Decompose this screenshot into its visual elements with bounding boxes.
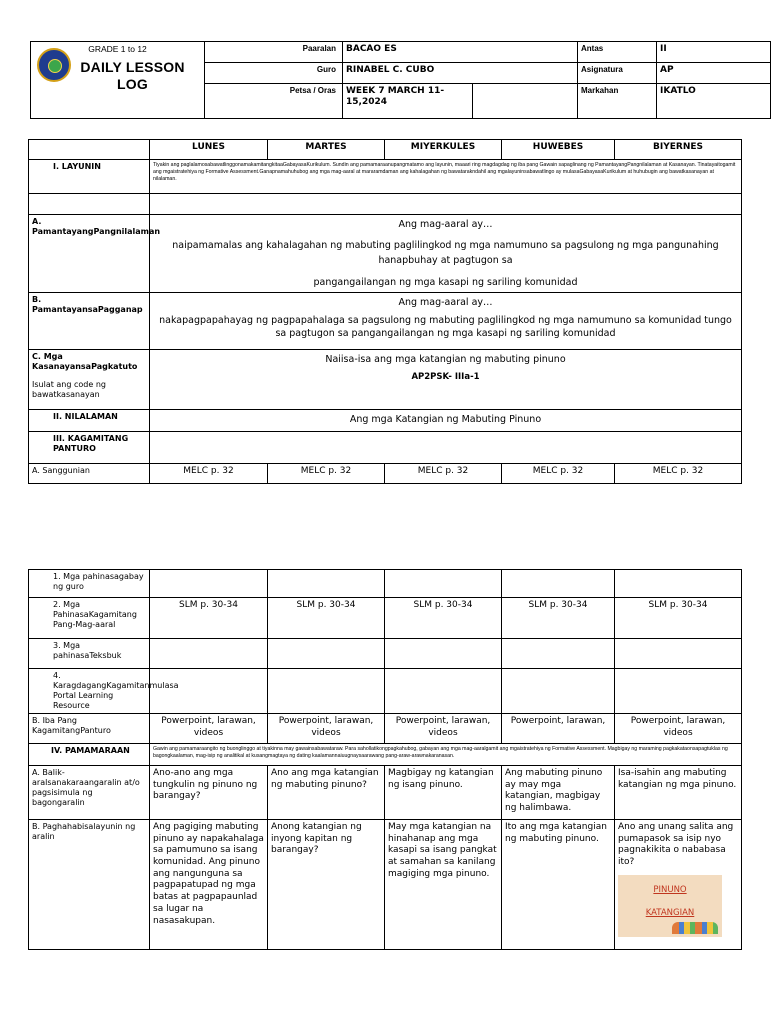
sanggunian-value: MELC p. 32 [268,464,385,484]
empty-cell [502,570,615,598]
paghahabi-label: B. Paghahabisalayunin ng aralin [29,820,150,950]
paghahabi-value: Ito ang mga katangian ng mabuting pinuno. [502,820,615,950]
antas-value: II [657,42,771,63]
nilalaman-label: II. NILALAMAN [29,410,150,432]
portal-label: 4. KaragdagangKagamitanmulasa Portal Learning Resource [29,669,150,714]
lesson-table-1 [28,139,742,484]
sanggunian-value: MELC p. 32 [150,464,268,484]
balik-aral-value: Magbigay ng katangian ng isang pinuno. [385,766,502,820]
materials-value: Powerpoint, larawan, videos [268,714,385,744]
paghahabi-value: May mga katangian na hinahanap ang mga kasapi sa isang pangkat at samahan sa kanilang magiging mga pinuno. [385,820,502,950]
children-icon [672,922,718,934]
text-line: pangangailangan ng mga kasapi ng sariling komunidad [313,276,578,288]
sanggunian-value: MELC p. 32 [502,464,615,484]
gabay-guro-label: 1. Mga pahinasagabay ng guro [29,570,150,598]
empty-cell [615,570,742,598]
text-line: Ang mag-aaral ay… [398,297,493,308]
sanggunian-value: MELC p. 32 [615,464,742,484]
paaralan-label: Paaralan [205,42,343,63]
guro-label: Guro [205,63,343,84]
layunin-label: I. LAYUNIN [29,160,150,194]
paaralan-value: BACAO ES [343,42,578,63]
markahan-label: Markahan [578,84,657,119]
teksbuk-label: 3. Mga pahinasaTeksbuk [29,639,150,669]
empty-cell [268,669,385,714]
title-block [31,42,205,119]
pamantayan-pagganap-text [150,293,742,350]
kasanayan-label-cell [29,350,150,410]
day-header: HUWEBES [502,140,615,160]
document-title: DAILY LESSON LOG [80,58,185,93]
empty-cell [150,669,268,714]
markahan-value: IKATLO [657,84,771,119]
grade-label: GRADE 1 to 12 [88,44,147,54]
competency-code: AP2PSK- IIIa-1 [411,372,480,383]
pic-word: KATANGIAN [645,907,695,918]
petsa-blank [473,84,578,119]
kagamitan-label: III. KAGAMITANG PANTURO [29,432,150,464]
kasanayan-label: C. Mga KasanayansaPagkatuto [32,352,138,371]
empty-cell [385,570,502,598]
paghahabi-value: Ano ang unang salita ang pumapasok sa isip nyo pagnakikita o nababasa ito? [618,822,734,868]
balik-aral-label: A. Balik-aralsanakaraangaralin at/o pagsisimula ng bagongaralin [29,766,150,820]
empty-cell [502,669,615,714]
slm-value: SLM p. 30-34 [268,598,385,639]
pamantayang-pangnilalaman-text [150,215,742,293]
empty-cell [385,669,502,714]
pinuno-katangian-image [618,875,722,937]
balik-aral-value: Ang mabuting pinuno ay may mga katangian, magbigay ng halimbawa. [502,766,615,820]
day-header: BIYERNES [615,140,742,160]
day-header: MARTES [268,140,385,160]
kasanayan-sublabel: Isulat ang code ng bawatkasanayan [32,380,106,399]
petsa-value: WEEK 7 MARCH 11-15,2024 [343,84,473,119]
slm-value: SLM p. 30-34 [150,598,268,639]
empty-cell [150,570,268,598]
sanggunian-value: MELC p. 32 [385,464,502,484]
text-line: Naiisa-isa ang mga katangian ng mabuting pinuno [325,354,566,365]
text-line: Ang mag-aaral ay… [398,219,493,230]
empty-cell [268,639,385,669]
header-table [30,41,771,119]
empty-cell [502,639,615,669]
materials-value: Powerpoint, larawan, videos [615,714,742,744]
day-header: MIYERKULES [385,140,502,160]
blank-label-cell [29,194,150,215]
balik-aral-value: Ano-ano ang mga tungkulin ng pinuno ng barangay? [150,766,268,820]
asignatura-value: AP [657,63,771,84]
empty-cell [150,639,268,669]
paghahabi-value: Ang pagiging mabuting pinuno ay napakahalaga sa pamumuno sa isang komunidad. Ang pinuno ang nangunguna sa pagpapatupad ng mga batas at pagpapaunlad sa lugar na nasasakupan. [150,820,268,950]
day-header: LUNES [150,140,268,160]
pamantayan-pagganap-label: B. PamantayansaPagganap [29,293,150,350]
nilalaman-text: Ang mga Katangian ng Mabuting Pinuno [150,410,742,432]
iba-pang-kagamitan-label: B. Iba Pang KagamitangPanturo [29,714,150,744]
pamamaraan-label: IV. PAMAMARAAN [29,744,150,766]
text-line: nakapagpapahayag ng pagpapahalaga sa pagsulong ng mabuting paglilingkod ng mga namumuno sa komunidad tungo sa pagtugon sa pangangailangan ng mga kasapi ng sariling komunidad [159,315,732,340]
materials-value: Powerpoint, larawan, videos [150,714,268,744]
guro-value: RINABEL C. CUBO [343,63,578,84]
slm-value: SLM p. 30-34 [615,598,742,639]
empty-cell [615,639,742,669]
sanggunian-label: A. Sanggunian [29,464,150,484]
pamantayang-pangnilalaman-label: A. PamantayangPangnilalaman [29,215,150,293]
paghahabi-cell [615,820,742,950]
kagamitang-mag-aaral-label: 2. Mga PahinasaKagamitang Pang-Mag-aaral [29,598,150,639]
pic-word: PINUNO [653,884,687,895]
empty-cell [268,570,385,598]
petsa-label: Petsa / Oras [205,84,343,119]
materials-value: Powerpoint, larawan, [502,714,615,744]
antas-label: Antas [578,42,657,63]
empty-cell [615,669,742,714]
materials-value: Powerpoint, larawan, videos [385,714,502,744]
corner-cell [29,140,150,160]
layunin-text: Tiyakin ang paglalamosabawatlinggonamakamitangkitaaGabayasaKurikulum. Sundin ang pamamaraanupangmatamo ang layunin, maaari ring magdagdag ng iba pang Gawain sapaglinang ng PamantayangPangnilalaman at Kasanayan. Tinatayaitogamit ang mgaistratehiya ng Formative Assessment.Ganapnamahuhubog ang mga mag-aaral at mararamdaman ang kahalagahan ng bawatarakndahil ang mgalayuninsabawatlingo ay mulasaGabayasaKurikulum at huhubugin ang bawatkasanayan at nilalaman. [150,160,742,194]
kagamitan-cell [150,432,742,464]
slm-value: SLM p. 30-34 [385,598,502,639]
lesson-table-2 [28,569,742,950]
empty-cell [385,639,502,669]
blank-cell [150,194,742,215]
slm-value: SLM p. 30-34 [502,598,615,639]
paghahabi-value: Anong katangian ng inyong kapitan ng barangay? [268,820,385,950]
balik-aral-value: Isa-isahin ang mabuting katangian ng mga pinuno. [615,766,742,820]
asignatura-label: Asignatura [578,63,657,84]
balik-aral-value: Ano ang mga katangian ng mabuting pinuno? [268,766,385,820]
kasanayan-text [150,350,742,410]
pamamaraan-text: Gawin ang pamamaraangito ng buonglinggo at tiyakinna may gawainsabawataraw. Para sahollatikongpagkahubog, gabayan ang mga mag-aaralgamit ang mgaistratehiya ng Formative Assessment. Magbigay ng maraming pagkakataonsapagtuklas ng bagongkaalaman, mag-isip ng analitikal at kusangmagtaya ng dating kaalamannaiuugnaysaarawang pang-araw-arawnakaranasan. [150,744,742,766]
deped-seal-icon [37,48,71,82]
text-line: naipamamalas ang kahalagahan ng mabuting paglilingkod ng mga namumuno sa pagsulong ng mga pangunahing hanapbuhay at pagtugon sa [172,240,719,267]
